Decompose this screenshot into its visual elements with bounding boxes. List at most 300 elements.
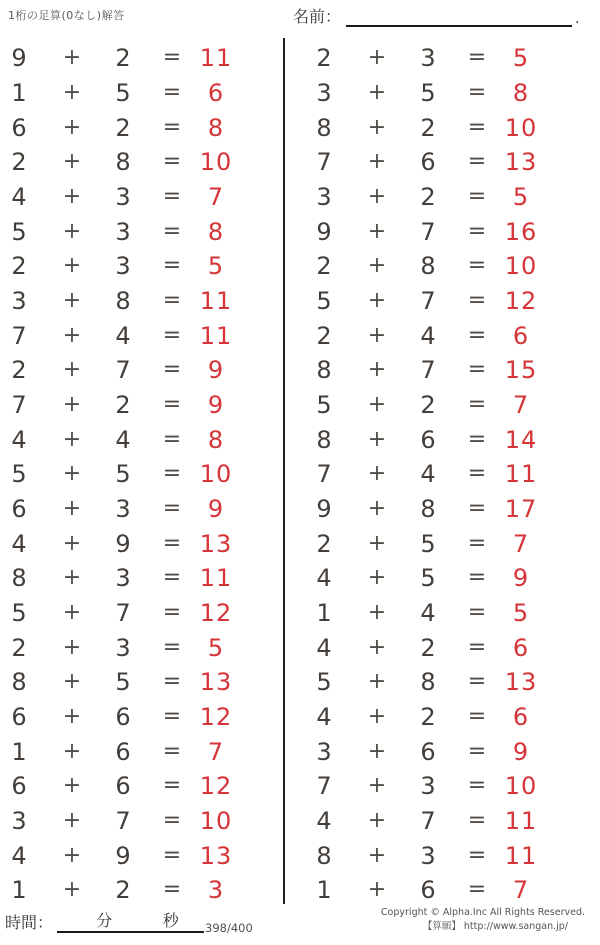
equals-icon: = — [162, 808, 182, 834]
equation-row — [305, 700, 588, 735]
plus-icon: + — [62, 773, 82, 799]
column-divider — [283, 38, 285, 904]
copyright-block — [381, 906, 585, 933]
equals-icon: = — [467, 634, 487, 660]
equation-row — [0, 838, 283, 873]
plus-icon: + — [367, 496, 387, 522]
operand-a: 1 — [316, 599, 332, 628]
plus-icon: + — [62, 808, 82, 834]
equals-icon: = — [162, 738, 182, 764]
operand-b: 6 — [420, 876, 436, 905]
equation-row — [305, 284, 588, 319]
operand-a: 7 — [11, 321, 27, 350]
plus-icon: + — [367, 253, 387, 279]
operand-a: 3 — [11, 287, 27, 316]
equals-icon: = — [162, 80, 182, 105]
equals-icon: = — [162, 634, 182, 660]
plus-icon: + — [62, 357, 82, 383]
operand-b: 2 — [420, 183, 436, 212]
operand-b: 5 — [115, 668, 131, 697]
equation-row — [305, 665, 588, 700]
plus-icon: + — [62, 426, 82, 452]
equation-row — [0, 214, 283, 249]
name-field — [293, 4, 579, 27]
equals-icon: = — [467, 322, 487, 348]
equals-icon: = — [467, 530, 487, 556]
equals-icon: = — [467, 773, 487, 799]
page-indicator: 398/400 — [205, 921, 253, 935]
operand-a: 6 — [11, 495, 27, 524]
equals-icon: = — [162, 704, 182, 730]
plus-icon: + — [367, 392, 387, 418]
plus-icon: + — [367, 461, 387, 487]
answer-value: 9 — [512, 564, 530, 593]
operand-b: 2 — [420, 633, 436, 662]
name-blank-line — [346, 4, 572, 27]
equals-icon: = — [467, 114, 487, 140]
operand-a: 5 — [316, 287, 332, 316]
operand-b: 2 — [115, 44, 131, 73]
operand-a: 5 — [316, 391, 332, 420]
equation-row — [0, 457, 283, 492]
operand-a: 4 — [316, 807, 332, 836]
operand-b: 5 — [115, 460, 131, 489]
equals-icon: = — [162, 184, 182, 210]
operand-a: 8 — [11, 564, 27, 593]
operand-b: 3 — [115, 183, 131, 212]
equals-icon: = — [162, 600, 182, 626]
equation-row — [305, 769, 588, 804]
answer-value: 11 — [504, 460, 538, 489]
operand-b: 8 — [420, 252, 436, 281]
problems-column-left — [0, 41, 283, 908]
equation-row — [305, 804, 588, 839]
operand-a: 2 — [316, 252, 332, 281]
equation-row — [0, 769, 283, 804]
answer-value: 6 — [512, 633, 530, 662]
operand-b: 5 — [420, 529, 436, 558]
answer-value: 17 — [504, 495, 538, 524]
operand-a: 3 — [316, 183, 332, 212]
equation-row — [305, 561, 588, 596]
plus-icon: + — [367, 842, 387, 868]
equation-row — [0, 526, 283, 561]
equation-row — [0, 700, 283, 735]
equation-row — [305, 110, 588, 145]
equals-icon: = — [467, 842, 487, 868]
plus-icon: + — [62, 565, 82, 591]
plus-icon: + — [62, 184, 82, 210]
equation-row — [0, 665, 283, 700]
answer-value: 13 — [199, 529, 233, 558]
equals-icon: = — [162, 773, 182, 799]
operand-b: 9 — [115, 841, 131, 870]
equals-icon: = — [467, 877, 487, 903]
equals-icon: = — [162, 461, 182, 487]
operand-b: 7 — [420, 287, 436, 316]
equals-icon: = — [162, 218, 182, 244]
answer-value: 3 — [207, 876, 225, 905]
answer-value: 7 — [512, 876, 530, 905]
answer-value: 11 — [199, 44, 233, 73]
plus-icon: + — [367, 149, 387, 175]
operand-b: 6 — [115, 737, 131, 766]
equals-icon: = — [162, 357, 182, 383]
equation-row — [305, 76, 588, 111]
plus-icon: + — [62, 80, 82, 105]
plus-icon: + — [367, 45, 387, 71]
equation-row — [0, 180, 283, 215]
operand-a: 5 — [316, 668, 332, 697]
equals-icon: = — [162, 253, 182, 279]
answer-value: 11 — [199, 287, 233, 316]
plus-icon: + — [367, 530, 387, 556]
answer-value: 9 — [207, 495, 225, 524]
operand-a: 8 — [316, 841, 332, 870]
answer-value: 13 — [199, 841, 233, 870]
operand-a: 8 — [316, 425, 332, 454]
equals-icon: = — [467, 357, 487, 383]
name-period: . — [575, 11, 580, 27]
operand-a: 3 — [11, 807, 27, 836]
answer-value: 5 — [512, 599, 530, 628]
equation-row — [0, 561, 283, 596]
equals-icon: = — [162, 496, 182, 522]
problems-column-right — [305, 41, 588, 908]
equals-icon: = — [162, 669, 182, 695]
operand-b: 3 — [115, 633, 131, 662]
plus-icon: + — [367, 288, 387, 314]
answer-value: 9 — [207, 356, 225, 385]
plus-icon: + — [367, 184, 387, 210]
plus-icon: + — [367, 600, 387, 626]
operand-b: 5 — [115, 79, 131, 107]
plus-icon: + — [367, 877, 387, 903]
answer-value: 11 — [504, 841, 538, 870]
equals-icon: = — [467, 808, 487, 834]
operand-b: 3 — [420, 44, 436, 73]
plus-icon: + — [62, 530, 82, 556]
equation-row — [0, 76, 283, 111]
operand-b: 2 — [115, 391, 131, 420]
operand-a: 1 — [11, 737, 27, 766]
equals-icon: = — [162, 530, 182, 556]
plus-icon: + — [367, 426, 387, 452]
answer-value: 12 — [504, 287, 538, 316]
equation-row — [305, 630, 588, 665]
plus-icon: + — [367, 634, 387, 660]
equation-row — [0, 630, 283, 665]
answer-value: 13 — [504, 668, 538, 697]
equals-icon: = — [467, 253, 487, 279]
operand-b: 4 — [115, 425, 131, 454]
site-credit-line: 【算願】 http://www.sangan.jp/ — [422, 920, 568, 932]
plus-icon: + — [367, 738, 387, 764]
operand-a: 9 — [316, 495, 332, 524]
operand-a: 2 — [11, 148, 27, 177]
equation-row — [0, 492, 283, 527]
operand-a: 4 — [316, 703, 332, 732]
operand-a: 4 — [316, 564, 332, 593]
plus-icon: + — [62, 634, 82, 660]
equals-icon: = — [467, 45, 487, 71]
equation-row — [0, 596, 283, 631]
operand-b: 3 — [115, 217, 131, 246]
answer-value: 8 — [512, 79, 530, 107]
operand-b: 8 — [115, 148, 131, 177]
equals-icon: = — [467, 392, 487, 418]
equals-icon: = — [467, 669, 487, 695]
operand-b: 6 — [115, 772, 131, 801]
equals-icon: = — [162, 842, 182, 868]
equation-row — [305, 734, 588, 769]
operand-a: 7 — [316, 772, 332, 801]
operand-a: 8 — [11, 668, 27, 697]
operand-b: 8 — [115, 287, 131, 316]
plus-icon: + — [367, 669, 387, 695]
equation-row — [305, 388, 588, 423]
operand-a: 3 — [316, 737, 332, 766]
operand-a: 4 — [11, 841, 27, 870]
operand-b: 2 — [115, 876, 131, 905]
equation-row — [305, 180, 588, 215]
answer-value: 16 — [504, 217, 538, 246]
answer-value: 10 — [504, 772, 538, 801]
plus-icon: + — [62, 253, 82, 279]
plus-icon: + — [367, 565, 387, 591]
answer-value: 10 — [504, 113, 538, 142]
equals-icon: = — [162, 114, 182, 140]
equation-row — [0, 422, 283, 457]
seconds-label: 秒 — [162, 911, 179, 930]
equation-row — [305, 318, 588, 353]
operand-a: 2 — [11, 633, 27, 662]
plus-icon: + — [367, 218, 387, 244]
operand-b: 3 — [115, 495, 131, 524]
equation-row — [305, 249, 588, 284]
operand-a: 2 — [11, 356, 27, 385]
equation-row — [305, 526, 588, 561]
answer-value: 7 — [512, 391, 530, 420]
equation-row — [305, 422, 588, 457]
operand-a: 9 — [11, 44, 27, 73]
operand-b: 9 — [115, 529, 131, 558]
plus-icon: + — [62, 45, 82, 71]
equation-row — [0, 734, 283, 769]
equals-icon: = — [162, 426, 182, 452]
plus-icon: + — [62, 704, 82, 730]
equals-icon: = — [467, 496, 487, 522]
equals-icon: = — [467, 288, 487, 314]
operand-a: 7 — [11, 391, 27, 420]
copyright-line: Copyright © Alpha.Inc All Rights Reserved. — [380, 907, 585, 918]
equals-icon: = — [162, 877, 182, 903]
plus-icon: + — [62, 149, 82, 175]
answer-value: 15 — [504, 356, 538, 385]
equals-icon: = — [467, 184, 487, 210]
equals-icon: = — [467, 565, 487, 591]
equals-icon: = — [467, 149, 487, 175]
equation-row — [0, 110, 283, 145]
equation-row — [305, 838, 588, 873]
equals-icon: = — [467, 738, 487, 764]
operand-a: 2 — [11, 252, 27, 281]
operand-a: 2 — [316, 44, 332, 73]
equals-icon: = — [162, 565, 182, 591]
operand-a: 9 — [316, 217, 332, 246]
equation-row — [0, 873, 283, 908]
answer-value: 12 — [199, 772, 233, 801]
equals-icon: = — [467, 80, 487, 105]
plus-icon: + — [62, 461, 82, 487]
operand-b: 7 — [115, 356, 131, 385]
operand-b: 6 — [420, 425, 436, 454]
answer-value: 8 — [207, 425, 225, 454]
operand-b: 6 — [420, 148, 436, 177]
plus-icon: + — [62, 392, 82, 418]
answer-value: 10 — [504, 252, 538, 281]
answer-value: 7 — [512, 529, 530, 558]
equation-row — [0, 804, 283, 839]
plus-icon: + — [367, 80, 387, 105]
name-label: 名前： — [293, 7, 342, 26]
operand-b: 2 — [115, 113, 131, 142]
plus-icon: + — [62, 288, 82, 314]
answer-value: 10 — [199, 807, 233, 836]
operand-a: 2 — [316, 321, 332, 350]
plus-icon: + — [62, 738, 82, 764]
operand-a: 2 — [316, 529, 332, 558]
plus-icon: + — [367, 704, 387, 730]
answer-value: 11 — [199, 321, 233, 350]
answer-value: 6 — [512, 703, 530, 732]
equals-icon: = — [162, 288, 182, 314]
equation-row — [0, 388, 283, 423]
operand-b: 4 — [420, 460, 436, 489]
operand-a: 7 — [316, 148, 332, 177]
equals-icon: = — [162, 322, 182, 348]
answer-value: 11 — [504, 807, 538, 836]
operand-b: 6 — [420, 737, 436, 766]
plus-icon: + — [367, 322, 387, 348]
worksheet-title: 1桁の足算(0なし)解答 — [8, 9, 125, 22]
time-field — [5, 908, 204, 933]
equation-row — [0, 318, 283, 353]
equals-icon: = — [467, 704, 487, 730]
operand-b: 2 — [420, 391, 436, 420]
answer-value: 8 — [207, 217, 225, 246]
equation-row — [305, 457, 588, 492]
plus-icon: + — [367, 114, 387, 140]
operand-b: 2 — [420, 113, 436, 142]
operand-a: 4 — [11, 183, 27, 212]
answer-value: 13 — [504, 148, 538, 177]
time-label: 時間： — [5, 913, 54, 932]
answer-value: 9 — [512, 737, 530, 766]
operand-b: 2 — [420, 703, 436, 732]
equation-row — [305, 145, 588, 180]
operand-b: 6 — [115, 703, 131, 732]
operand-a: 6 — [11, 772, 27, 801]
operand-a: 6 — [11, 113, 27, 142]
operand-b: 5 — [420, 79, 436, 107]
plus-icon: + — [62, 600, 82, 626]
answer-value: 10 — [199, 148, 233, 177]
equals-icon: = — [162, 45, 182, 71]
equation-row — [0, 145, 283, 180]
answer-value: 5 — [512, 44, 530, 73]
answer-value: 14 — [504, 425, 538, 454]
operand-b: 7 — [115, 807, 131, 836]
equation-row — [305, 596, 588, 631]
equation-row — [305, 214, 588, 249]
plus-icon: + — [62, 218, 82, 244]
equals-icon: = — [467, 426, 487, 452]
answer-value: 9 — [207, 391, 225, 420]
operand-a: 4 — [316, 633, 332, 662]
plus-icon: + — [367, 357, 387, 383]
operand-b: 4 — [115, 321, 131, 350]
operand-a: 5 — [11, 217, 27, 246]
answer-value: 8 — [207, 113, 225, 142]
answer-value: 6 — [207, 79, 225, 107]
equation-row — [305, 492, 588, 527]
operand-b: 4 — [420, 321, 436, 350]
operand-b: 3 — [115, 252, 131, 281]
operand-a: 6 — [11, 703, 27, 732]
equation-row — [0, 353, 283, 388]
operand-b: 4 — [420, 599, 436, 628]
equation-row — [0, 249, 283, 284]
answer-value: 7 — [207, 183, 225, 212]
operand-b: 3 — [420, 841, 436, 870]
operand-a: 7 — [316, 460, 332, 489]
plus-icon: + — [367, 808, 387, 834]
plus-icon: + — [62, 842, 82, 868]
equals-icon: = — [467, 600, 487, 626]
answer-value: 11 — [199, 564, 233, 593]
answer-value: 12 — [199, 703, 233, 732]
operand-b: 8 — [420, 495, 436, 524]
operand-a: 4 — [11, 529, 27, 558]
answer-value: 5 — [207, 633, 225, 662]
equation-row — [305, 41, 588, 76]
operand-b: 3 — [115, 564, 131, 593]
equation-row — [0, 41, 283, 76]
equation-row — [0, 284, 283, 319]
operand-b: 7 — [420, 217, 436, 246]
time-blank-line — [57, 908, 204, 933]
equation-row — [305, 873, 588, 908]
plus-icon: + — [62, 496, 82, 522]
plus-icon: + — [62, 669, 82, 695]
equals-icon: = — [162, 392, 182, 418]
answer-value: 5 — [207, 252, 225, 281]
operand-a: 8 — [316, 356, 332, 385]
answer-value: 6 — [512, 321, 530, 350]
equals-icon: = — [162, 149, 182, 175]
operand-a: 5 — [11, 599, 27, 628]
operand-a: 8 — [316, 113, 332, 142]
minutes-label: 分 — [96, 911, 113, 930]
answer-value: 10 — [199, 460, 233, 489]
operand-b: 5 — [420, 564, 436, 593]
operand-a: 1 — [11, 876, 27, 905]
plus-icon: + — [62, 322, 82, 348]
plus-icon: + — [62, 877, 82, 903]
operand-a: 4 — [11, 425, 27, 454]
answer-value: 7 — [207, 737, 225, 766]
